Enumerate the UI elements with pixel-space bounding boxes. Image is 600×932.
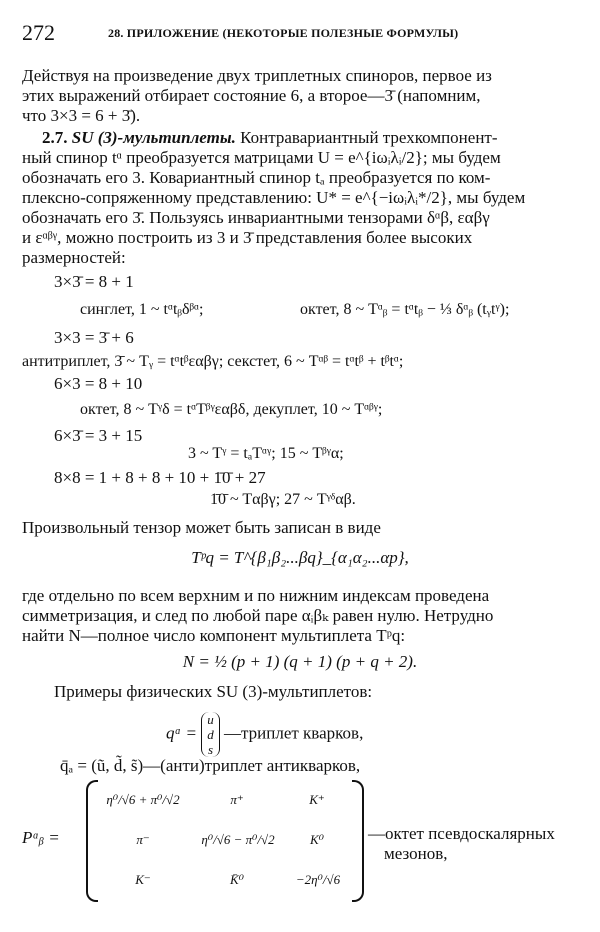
equation-3x3bar: 3×3̄ = 8 + 1 — [54, 272, 134, 291]
quark-d: d — [207, 727, 214, 742]
pseudoscalar-octet-matrix — [22, 778, 582, 902]
antidecuplet-27-formula: 1̄0̄ ~ Tαβγ; 27 ~ Tᵞᵟαβ. — [210, 491, 356, 508]
matrix-cell-3-3: −2η⁰/√6 — [295, 872, 341, 887]
matrix-description — [368, 824, 555, 864]
matrix-cell-2-2: η⁰/√6 − π⁰/√2 — [201, 832, 275, 847]
general-line-4: найти N—полное число компонент мультиплета Tᵖq: — [22, 626, 406, 645]
page-header — [22, 20, 578, 44]
equation-3x3: 3×3 = 3̄ + 6 — [54, 328, 134, 347]
octet-decuplet-formula: октет, 8 ~ Tᵞδ = tᵅTᵝᵞεαβδ, декуплет, 10 ~ Tᵅᵝᵞ; — [80, 401, 383, 418]
general-line-3: симметризация, и след по любой паре αᵢβₖ равен нулю. Нетрудно — [22, 606, 494, 625]
quark-vector — [201, 712, 220, 757]
quark-lhs: qᵅ = — [166, 723, 197, 743]
matrix-cell-2-1: π⁻ — [136, 832, 150, 847]
quark-triplet-formula — [166, 712, 578, 757]
matrix-text-2: мезонов, — [384, 844, 448, 863]
section-line-3: обозначать его 3. Ковариантный спинор tₐ преобразуется по ком- — [22, 168, 491, 187]
section-number: 2.7. — [42, 128, 68, 147]
matrix-cell-1-3: K⁺ — [309, 792, 325, 807]
matrix-cell-2-3: K⁰ — [310, 832, 324, 847]
intro-line-3: что 3×3 = 6 + 3̄). — [22, 106, 141, 125]
section-line-4: плексно-сопряженному представлению: U* = e^{−iωᵢλᵢ*/2}, мы будем — [22, 188, 526, 207]
equation-6x3: 6×3 = 8 + 10 — [54, 374, 143, 393]
running-head: 28. ПРИЛОЖЕНИЕ (НЕКОТОРЫЕ ПОЛЕЗНЫЕ ФОРМУЛЫ) — [108, 26, 459, 40]
examples-heading: Примеры физических SU (3)-мультиплетов: — [54, 682, 373, 701]
section-line-5: обозначать его 3̄. Пользуясь инвариантными тензорами δᵅβ, εαβγ — [22, 208, 490, 227]
matrix-lhs: Pᵅᵦ = — [22, 828, 60, 847]
quark-text: —триплет кварков, — [224, 723, 364, 743]
matrix-text-1: —октет псевдоскалярных — [368, 824, 555, 843]
section-line-7: размерностей: — [22, 248, 126, 267]
antitriplet-sextet-formula: антитриплет, 3̄ ~ Tᵧ = tᵅtᵝεαβγ; секстет, 6 ~ Tᵅᵝ = tᵅtᵝ + tᵝtᵅ; — [22, 353, 404, 370]
matrix-cell-1-1: η⁰/√6 + π⁰/√2 — [106, 792, 180, 807]
general-line-1: Произвольный тензор может быть записан в виде — [22, 518, 381, 537]
intro-line-1: Действуя на произведение двух триплетных спиноров, первое из — [22, 66, 492, 85]
triplet-15-formula: 3 ~ Tᵞ = tₐTᵅᵞ; 15 ~ Tᵝᵞα; — [188, 445, 344, 462]
general-line-2: где отдельно по всем верхним и по нижним индексам проведена — [22, 586, 490, 605]
equation-6x3bar: 6×3̄ = 3 + 15 — [54, 426, 143, 445]
matrix-cell-3-1: K⁻ — [135, 872, 151, 887]
section-line-2: ный спинор tᵅ преобразуется матрицами U = e^{iωᵢλᵢ/2}; мы будем — [22, 148, 501, 167]
matrix-left-bracket — [86, 780, 98, 902]
quark-u: u — [207, 712, 214, 727]
page-number: 272 — [22, 20, 55, 45]
intro-line-2: этих выражений отбирает состояние 6, а второе—3̄ (напомним, — [22, 86, 481, 105]
matrix-cell-3-2: K̄⁰ — [230, 872, 244, 887]
singlet-formula: синглет, 1 ~ tᵅtᵦδᵝᵅ; — [80, 301, 204, 318]
section-line-6: и εᵅᵝᵞ, можно построить из 3 и 3̄ представления более высоких — [22, 228, 473, 247]
section-title: SU (3)-мультиплеты. — [71, 128, 236, 147]
antiquark-triplet-formula: q̄ₐ = (ũ, d̃, s̃)—(анти)триплет антикварков, — [60, 756, 361, 775]
section-line-1-rest: Контравариантный трехкомпонент- — [240, 128, 498, 147]
matrix-cell-1-2: π⁺ — [230, 792, 244, 807]
section-heading-line — [42, 128, 578, 148]
quark-s: s — [207, 742, 214, 757]
component-count-formula: N = ½ (p + 1) (q + 1) (p + q + 2). — [182, 652, 418, 671]
octet-formula: октет, 8 ~ Tᵅᵦ = tᵅtᵦ − ⅓ δᵅᵦ (tᵧtᵞ); — [300, 301, 510, 318]
general-tensor-formula: Tᵖq = T^{β₁β₂...βq}_{α₁α₂...αp}, — [191, 548, 409, 567]
equation-8x8: 8×8 = 1 + 8 + 8 + 10 + 1̄0̄ + 27 — [54, 468, 266, 487]
